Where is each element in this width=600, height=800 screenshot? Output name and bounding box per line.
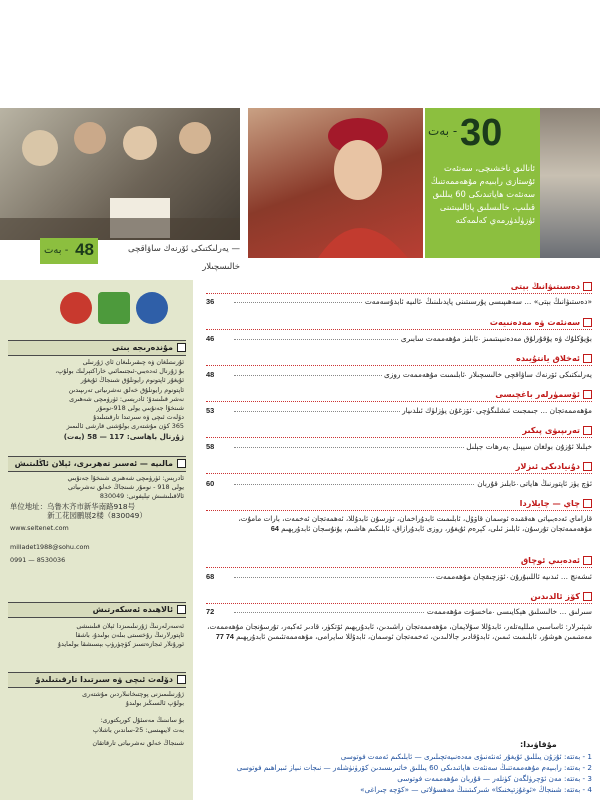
toc-paragraph[interactable] bbox=[206, 622, 592, 643]
sidebar-line: نەشر قىلىنىدۇ؛ ئادرېسى: ئۈرۈمچى شەھىرى bbox=[69, 394, 184, 403]
sidebar-line: دۆلەت ئىچى ۋە سىرتىدا تارقىتىلىدۇ bbox=[93, 413, 184, 422]
sidebar-line: يولى 918 - نومۇر شىنجاڭ خەلق نەشرىياتى bbox=[68, 483, 184, 492]
toc-section bbox=[206, 590, 592, 604]
feature-line: ئۈزۈلدۈرمەي كەلمەكتە bbox=[455, 215, 535, 225]
sidebar-line: بولۇپ ئالسىڭىز بولىدۇ bbox=[125, 699, 184, 708]
sidebar-website-link[interactable]: www.seltenet.com bbox=[10, 524, 69, 533]
publisher-logo bbox=[136, 292, 168, 324]
sidebar-line: بۇ سانىنىڭ مەسئۇل كورېكتورى: bbox=[100, 716, 184, 725]
publisher-logos bbox=[60, 292, 170, 328]
cover-line: 3 - بەتتە: مەن ئۆچرۈلگەن كۈنلەر — قۇربان مۇھەممەت فوتوسى bbox=[397, 774, 592, 783]
toc-section-label: ئەدەبىي ئوچاق bbox=[520, 555, 580, 565]
toc-paragraph-text: قاراماي ئەدەبىياتى ھەققىدە ئوسمان قاۋۇل، ئابلىمىت ئابدۇراخمان، تۈرسۇن ئابدۇللا، ئەھمەتجان ئەخمەت، بارات مامۇت، مۇھەممەتجان تۇرسۇن، ئابلىز ئىلى، كېرەم ئۇيغۇر، روزى ئابدۇرازاق، ئابلىكىم ھاشىم، يۇنۇسجان ئابدۇرېھىم bbox=[238, 514, 592, 534]
toc-entry-title: خېلىلا ئۇزۇن بولغان سېپىل bbox=[512, 442, 592, 451]
sidebar-email-link[interactable]: milladet1988@sohu.com bbox=[10, 543, 90, 552]
toc-section bbox=[206, 280, 592, 294]
sidebar-phone: 0991 — 8530036 bbox=[10, 556, 66, 565]
toc-entry-page: 46 bbox=[206, 334, 215, 343]
toc-section bbox=[206, 352, 592, 366]
square-bullet-icon bbox=[583, 462, 592, 471]
sidebar-address-text bbox=[10, 474, 184, 566]
toc-section bbox=[206, 388, 592, 402]
toc-entry-author: ئابلىز مۇھەممەت سابىرى bbox=[400, 334, 479, 343]
square-bullet-icon bbox=[583, 354, 592, 363]
toc-section-label: دۇنيادىكى ئىزلار bbox=[515, 461, 580, 471]
sidebar-line: ئورۇنلار ئىجازەتسىز كۆچۈرۈپ بېسىشقا بولمايدۇ bbox=[57, 640, 184, 649]
toc-paragraph-text: شېئىرلار: ئاساسىي مىلليەتلەر، ئابدۇللا سۇلايمان، مۇھەممەتجان راشىدىن، ئابدۇرېھىم ئۆتكۈر، قادىر ئەكبەر، تۇرسۇنجان مۇھەممەت، مەمتىمىن ھوشۇر، ئابلىمىت ئىمىن، ئابدۇقادىر جالالىدىن، ئەخمەتجان ئوسمان، ئابدۇللا سايرامى، مۇھەممەتئىمىن ئابدۇرېھىم bbox=[207, 622, 592, 642]
feature-line: سەنئەت ھاياتىدىكى 60 يىللىق bbox=[432, 189, 535, 199]
square-bullet-icon bbox=[583, 390, 592, 399]
toc-section bbox=[206, 424, 592, 438]
sidebar-notice-text bbox=[10, 622, 184, 650]
toc-entry-title: بۇيۇكلۇك ۋە يۇقۇرلۇق مەدەنىيىتىمىز bbox=[482, 334, 592, 343]
sidebar-head-masterhead bbox=[8, 340, 186, 356]
page-number-30: 30 bbox=[460, 112, 503, 154]
toc-paragraph-page: 74 77 bbox=[215, 632, 234, 642]
toc-section-label: ئەخلاق يانتۇيىدە bbox=[515, 353, 580, 363]
sidebar-line: 365 كۈن مۇشتەرى بولۇشنى قارشى ئالىمىز bbox=[66, 422, 184, 431]
toc-section-label: سەنئەت ۋە مەدەنىيەت bbox=[489, 317, 580, 327]
square-bullet-icon bbox=[583, 592, 592, 601]
caption-page-48: — يەرلىكتىكى ئۆرنەك ساۋاقچى خالىسچىلار bbox=[128, 244, 240, 272]
square-bullet-icon bbox=[177, 343, 186, 352]
toc-entry-title: ئۈچ يۈز ئاپتورنىڭ ھاياتى bbox=[519, 479, 592, 488]
sidebar-head-label: مۇندەرىجە بىتى bbox=[112, 343, 173, 352]
photo-singer-art bbox=[248, 108, 423, 258]
photo-children-reading-art bbox=[0, 108, 240, 272]
toc-entry-page: 68 bbox=[206, 572, 215, 581]
cover-line: 2 - بەتتە: رابىيەم مۇھەممەتنىڭ سەنئەت ھاياتىدىكى 60 يىللىق خاتىرىسىدىن كۆرۈنۈشلەر — نىجات نىياز ئىبراھىم فوتوسى bbox=[236, 763, 592, 772]
toc-section-label: دەسىتىۋانىڭ بېتى bbox=[510, 281, 580, 291]
toc-entry-title: «دەستىۋانىڭ بېتى» ... سەھىپىسى پۇرسىتىنى پايدىلىنىڭ bbox=[425, 297, 592, 306]
sidebar-line: ئاپتورلارنىڭ رۇخسىتى بىلەن بولىدۇ، باشقا bbox=[75, 631, 184, 640]
toc-entry-author: ئابلىمىت مۇھەممەت روزى bbox=[383, 370, 465, 379]
toc-section-label: تەرىپىۋى پىكىر bbox=[522, 425, 580, 435]
sidebar-address-cn2: 新工花园鹏展2楼（830049） bbox=[47, 510, 147, 520]
cover-line: 4 - بەتتە: شىنجاڭ «ئوغۇزتېخنىكا» شىركىتىنىڭ مەھسۇلاتى — «كۆچە چىراغى» bbox=[360, 785, 592, 794]
sidebar-line: بۇ ژۇرنال ئەدەبىي-ئىجتىمائىي خاراكتېرلىك بولۇپ، bbox=[55, 367, 184, 376]
toc-entry-author: ئۆزچىقچان مۇھەممەت bbox=[436, 572, 506, 581]
square-bullet-icon bbox=[583, 426, 592, 435]
page-label-30: - بەت bbox=[428, 124, 458, 138]
square-bullet-icon bbox=[583, 556, 592, 565]
sidebar-price: ژۇرنال باھاسى: 117 — 58 (بەت) bbox=[63, 431, 184, 441]
photo-man bbox=[540, 108, 600, 258]
toc-entry-author: پەرھات جېلىل bbox=[466, 442, 509, 451]
toc-section bbox=[206, 460, 592, 474]
toc-paragraph[interactable] bbox=[206, 514, 592, 535]
feature-line: قىلىپ، خالىسلىق پائالىيىتىنى bbox=[439, 202, 535, 212]
sidebar-line: ئاپتونوم رايونلۇق خەلق نەشرىياتى تەرىپىدىن bbox=[68, 385, 184, 394]
toc-entry-page: 60 bbox=[206, 479, 215, 488]
toc-paragraph-page: 64 bbox=[270, 524, 279, 534]
feature-line: ئۇستازى رابىيەم مۇھەممەتنىڭ bbox=[430, 176, 535, 186]
sidebar-line: ئەسەرلەرنىڭ ژۇرنىلىمىزدا ئېلان قىلىنىشى bbox=[76, 622, 184, 630]
toc-entry-author: ماخسۇت مۇھەممەت bbox=[426, 607, 493, 616]
square-bullet-icon bbox=[177, 459, 186, 468]
page-badge-48 bbox=[40, 238, 98, 264]
publisher-logo bbox=[98, 292, 130, 324]
toc-section-label: ئۆسمۈرلەر باغچىسى bbox=[495, 389, 580, 399]
sidebar-masterhead-text bbox=[10, 358, 184, 441]
toc-entry-author: ئالىيە ئابدۇسەمەت bbox=[364, 297, 422, 306]
toc-entry-title: يەرلىكتىكى ئۆرنەك ساۋاقچى خالىسچىلار bbox=[469, 370, 592, 379]
square-bullet-icon bbox=[583, 499, 592, 508]
toc-entry-title: مۇھەممەتجان ... جىمجىت ئىشلىگۈچى bbox=[476, 406, 592, 415]
square-bullet-icon bbox=[177, 605, 186, 614]
photo-children-reading bbox=[0, 108, 240, 272]
square-bullet-icon bbox=[583, 318, 592, 327]
toc-section bbox=[206, 316, 592, 330]
sidebar-line: ژۇرنىلىمىزنى پوچتىخانىلاردىن مۇشتەرى bbox=[82, 690, 184, 698]
sidebar-head-label: ئالاھىدە ئەسكەرتىش bbox=[92, 605, 173, 614]
page-label-48: - بەت bbox=[44, 245, 69, 256]
toc-entry-author: ئۆزغۇن يۈزلۈك ئىلدىيار bbox=[402, 406, 472, 415]
photo-singer bbox=[248, 108, 423, 258]
sidebar-head-label: مالىيە — ئەسىر تەھرىرى، ئېلان ئاڭلىتىش bbox=[14, 459, 173, 468]
publisher-logo bbox=[60, 292, 92, 324]
sidebar-head-address bbox=[8, 456, 186, 472]
sidebar-line: ئۇرنىتىلغان ۋە چىقىرىلىغان ئاي ژۇرنىلى bbox=[82, 358, 184, 366]
toc-entry-page: 72 bbox=[206, 607, 215, 616]
toc-entry-title: ئىشەنچ ... ئىدىيە ئاللىبۇرۇن bbox=[509, 572, 592, 581]
toc-entry-title: سىرلىق ... خالىسلىق ھېكايىسى bbox=[496, 607, 592, 616]
toc-section-label: كۆز ئالدىدىن bbox=[530, 591, 580, 601]
sidebar-head-label: دۆلەت ئىچى ۋە سىرتىدا تارقىتىلىدۇ bbox=[35, 675, 173, 684]
sidebar-green-footer: شىنجاڭ خەلق نەشرىياتى تارقاتقان bbox=[92, 738, 184, 747]
toc-entry-page: 58 bbox=[206, 442, 215, 451]
sidebar-line: شىنخۇا جەنۇبىي يولى 918-نومۇر bbox=[96, 404, 184, 413]
covers-title: مۇقاۋىدا: bbox=[520, 740, 557, 749]
square-bullet-icon bbox=[177, 675, 186, 684]
sidebar-line: ئالاقىلىشىش تېلېفونى: 830049 bbox=[99, 492, 184, 501]
feature-box-text bbox=[430, 162, 535, 227]
sidebar-line: بەت لايىھىسى: 25-ساندىن باشلاپ bbox=[92, 725, 184, 734]
sidebar-line: ئۇيغۇر ئاپتونوم رايونلۇق شىنجاڭ ئۇيغۇر bbox=[80, 376, 184, 385]
sidebar-subscribe-text bbox=[10, 690, 184, 748]
sidebar-head-notice bbox=[8, 602, 186, 618]
sidebar-address-cn: 单位地址：乌鲁木齐市新华南路918号 bbox=[10, 501, 135, 511]
toc-section bbox=[206, 554, 592, 568]
feature-line: ئانالىق ناخشىچى، سەنئەت bbox=[443, 163, 535, 173]
cover-line: 1 - بەتتە: ئۇزۇن يىللىق ئۇيغۇر ئەنئەنىۋى مەدەنىيەتچىلىرى — ئابلىكىم ئەمەت فوتوسى bbox=[340, 752, 592, 761]
toc-entry-page: 36 bbox=[206, 297, 215, 306]
toc-section bbox=[206, 497, 592, 511]
sidebar-head-subscribe bbox=[8, 672, 186, 688]
toc-entry-page: 48 bbox=[206, 370, 215, 379]
page-number-48: 48 bbox=[75, 240, 94, 259]
toc-section-label: چاي — چايلاردا bbox=[519, 498, 580, 508]
toc-entry-page: 53 bbox=[206, 406, 215, 415]
toc-entry-author: ئابلىز قۇربان bbox=[477, 479, 516, 488]
sidebar-line: ئادرېس: ئۈرۈمچى شەھىرى شىنخۇا جەنۇبىي bbox=[67, 474, 184, 482]
square-bullet-icon bbox=[583, 282, 592, 291]
